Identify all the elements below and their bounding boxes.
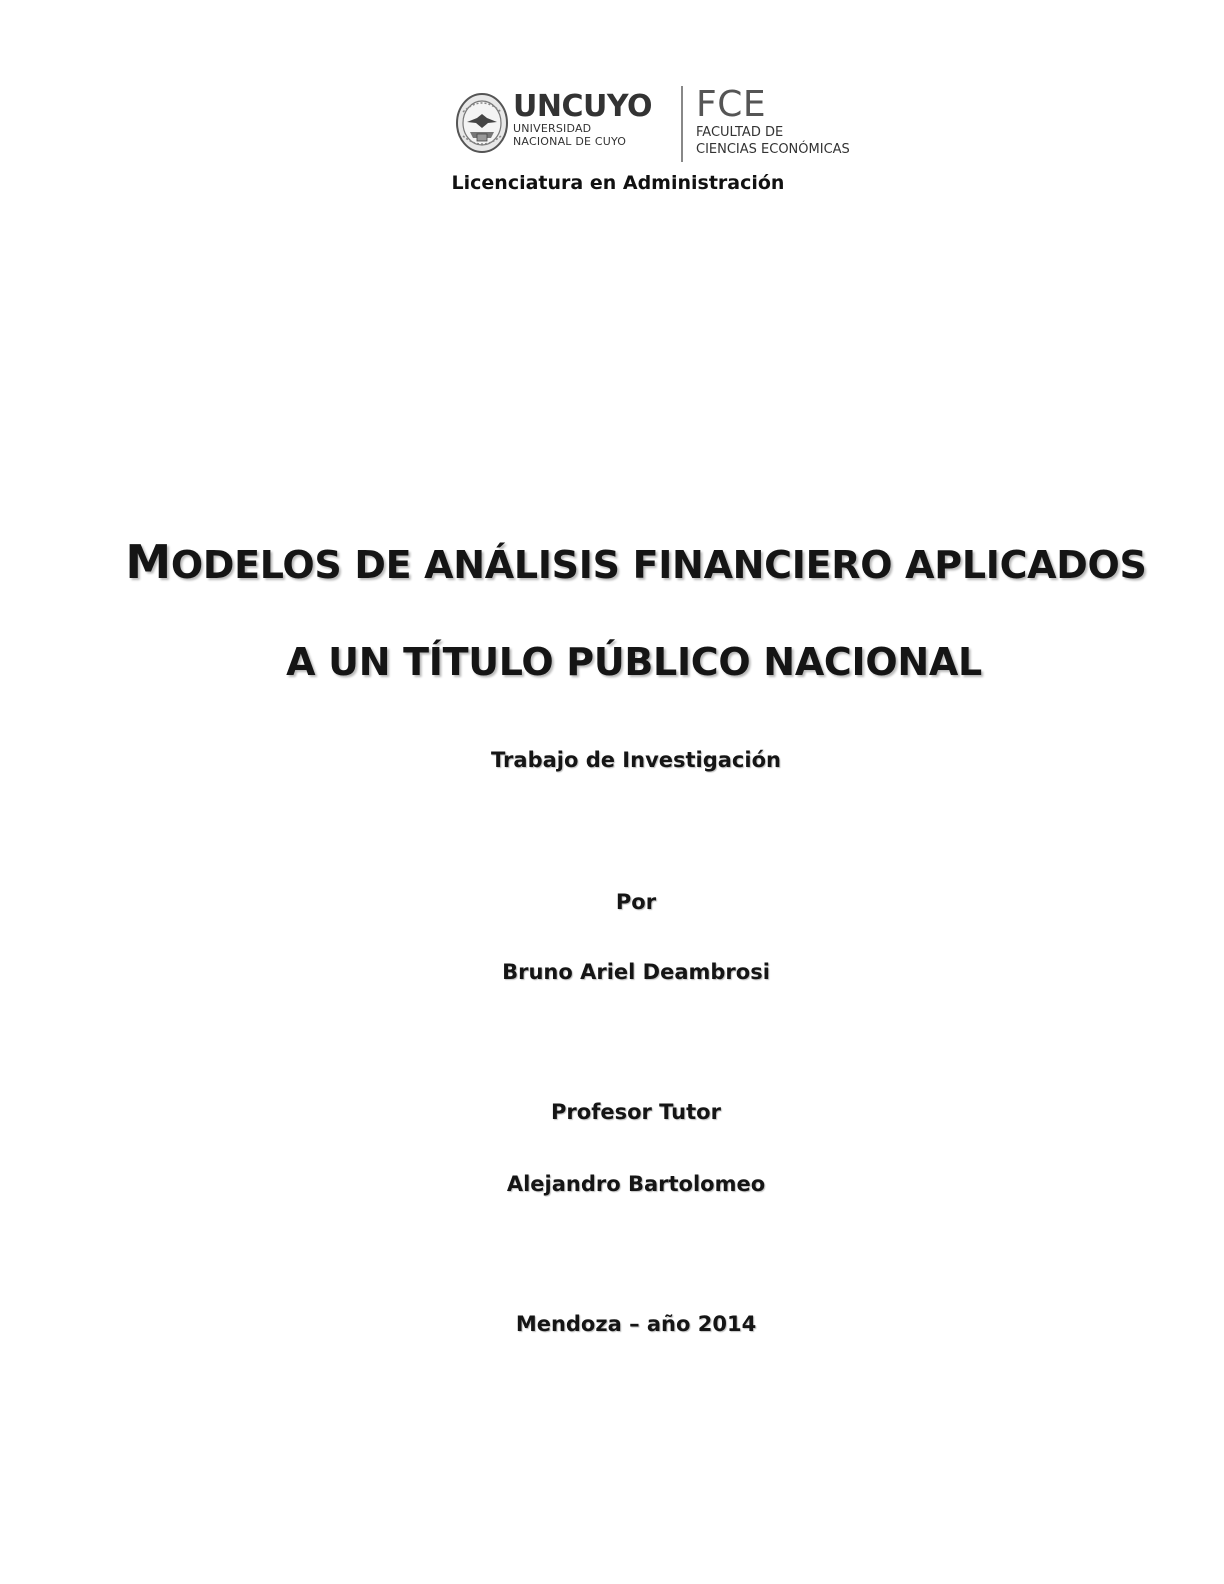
- place-year: Mendoza – año 2014: [515, 1312, 757, 1336]
- degree-program: Licenciatura en Administración: [451, 172, 785, 194]
- faculty-abbreviation: FCE: [696, 84, 767, 125]
- university-name: UNCUYO: [513, 89, 653, 124]
- tutor-label: Profesor Tutor: [551, 1100, 721, 1124]
- institution-logos: [455, 84, 875, 168]
- author-name: Bruno Ariel Deambrosi: [502, 960, 770, 984]
- faculty-logo: [696, 86, 886, 158]
- title-initial: M: [125, 535, 171, 589]
- author-label: Por: [615, 890, 657, 914]
- tutor-name: Alejandro Bartolomeo: [506, 1172, 766, 1196]
- university-logo: [513, 89, 673, 148]
- title-line-2: A UN TÍTULO PÚBLICO NACIONAL: [286, 640, 982, 684]
- title-line-1: [24, 535, 1224, 589]
- university-subtitle-line2: NACIONAL DE CUYO: [513, 135, 627, 148]
- faculty-name-line1: FACULTAD DE: [696, 125, 784, 140]
- university-subtitle-line1: UNIVERSIDAD: [513, 122, 592, 135]
- faculty-name-line2: CIENCIAS ECONÓMICAS: [696, 142, 850, 157]
- university-seal-icon: [455, 92, 509, 154]
- logo-divider: [681, 86, 683, 162]
- title-line-1-text: ODELOS DE ANÁLISIS FINANCIERO APLICADOS: [170, 543, 1147, 587]
- work-type: Trabajo de Investigación: [491, 748, 781, 772]
